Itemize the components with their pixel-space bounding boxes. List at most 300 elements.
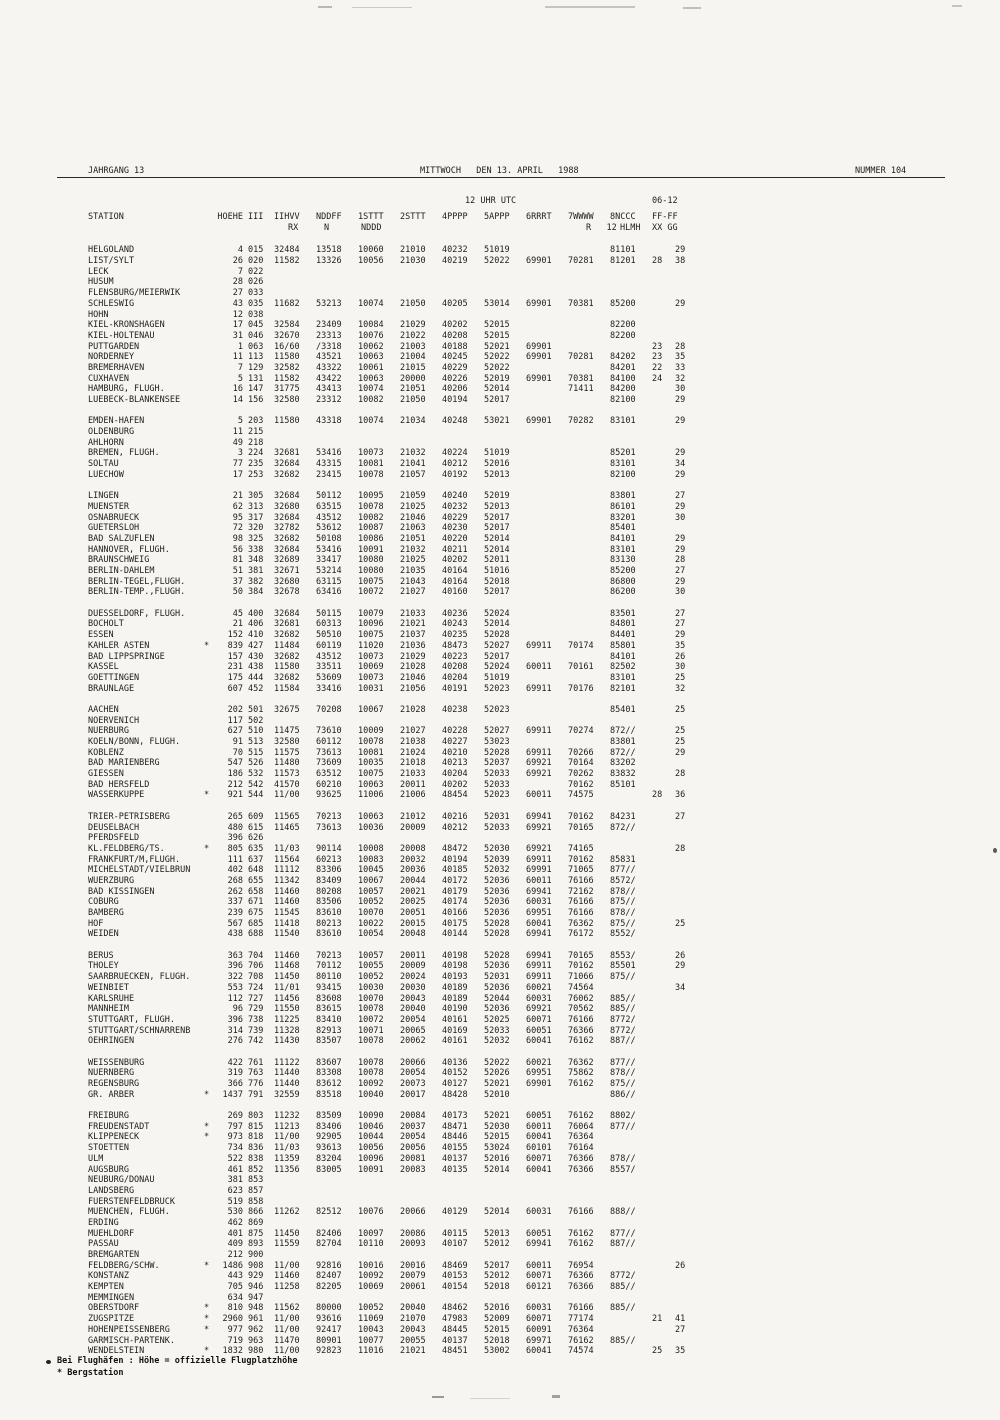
cell-r6 bbox=[526, 267, 568, 278]
cell-r6 bbox=[526, 448, 568, 459]
cell-w7 bbox=[568, 1175, 610, 1186]
cell-gg bbox=[675, 1197, 699, 1208]
cell-t1: 10055 bbox=[358, 961, 384, 972]
cell-n8: 83101 bbox=[610, 416, 636, 427]
table-row bbox=[88, 823, 699, 834]
cell-p4: 40223 bbox=[442, 651, 468, 662]
cell-iihvv: 11122 bbox=[274, 1057, 300, 1068]
cell-iihvv: 32670 bbox=[274, 330, 300, 341]
cell-r6: 69911 bbox=[526, 961, 552, 972]
cell-a5: 52027 bbox=[484, 726, 510, 737]
cell-ff bbox=[652, 865, 675, 876]
header2-rx: RX bbox=[288, 222, 299, 233]
cell-hoehe: 461 bbox=[227, 1164, 243, 1175]
cell-t2: 20083 bbox=[400, 1164, 426, 1175]
table-row bbox=[88, 256, 699, 267]
cell-t1: 10095 bbox=[358, 491, 384, 502]
header-8nccc: 8NCCC bbox=[610, 212, 636, 222]
cell-iihvv: 11/00 bbox=[274, 1314, 300, 1325]
cell-p4 bbox=[442, 267, 484, 278]
cell-nddff: 43521 bbox=[316, 352, 342, 363]
table-row bbox=[88, 630, 699, 641]
cell-r6 bbox=[526, 502, 568, 513]
cell-ff bbox=[652, 1175, 675, 1186]
header2-blank bbox=[400, 223, 442, 234]
cell-gg: 30 bbox=[675, 512, 686, 523]
cell-gg bbox=[675, 716, 699, 727]
cell-w7 bbox=[568, 245, 610, 256]
cell-r6: 60071 bbox=[526, 1153, 552, 1164]
cell-t1: 10082 bbox=[358, 512, 384, 523]
cell-station: KAHLER ASTEN bbox=[88, 640, 150, 651]
cell-r6: 60101 bbox=[526, 1143, 552, 1154]
cell-t1: 10060 bbox=[358, 245, 384, 256]
cell-ff: 23 bbox=[652, 341, 663, 352]
cell-hoehe: 21 bbox=[232, 619, 243, 630]
cell-marker bbox=[204, 555, 216, 566]
cell-t1: 10078 bbox=[358, 1068, 384, 1079]
cell-t1: 10061 bbox=[358, 362, 384, 373]
cell-t2: 20021 bbox=[400, 886, 426, 897]
table-row bbox=[88, 1250, 699, 1261]
header-2sttt: 2STTT bbox=[400, 212, 426, 222]
cell-t1: 10063 bbox=[358, 373, 384, 384]
cell-w7: 70162 bbox=[568, 779, 594, 790]
cell-p4: 40166 bbox=[442, 908, 468, 918]
cell-station: CUXHAVEN bbox=[88, 373, 129, 384]
cell-a5: 52028 bbox=[484, 929, 510, 940]
cell-p4: 40190 bbox=[442, 1004, 468, 1015]
cell-nddff: 73613 bbox=[316, 747, 342, 758]
cell-nddff: 92816 bbox=[316, 1260, 342, 1271]
cell-r6 bbox=[526, 619, 568, 630]
cell-ff: 23 bbox=[652, 352, 663, 363]
header-4pppp: 4PPPP bbox=[442, 212, 468, 222]
cell-marker bbox=[204, 523, 216, 534]
cell-marker bbox=[204, 951, 216, 962]
cell-n8 bbox=[610, 1314, 652, 1325]
cell-w7 bbox=[568, 555, 610, 566]
cell-t2: 20015 bbox=[400, 918, 426, 929]
scan-artifact bbox=[432, 1396, 444, 1398]
header2-blank bbox=[526, 223, 568, 234]
cell-t1 bbox=[358, 438, 400, 449]
cell-ff bbox=[652, 726, 675, 737]
cell-a5: 52036 bbox=[484, 908, 510, 918]
cell-nddff: 43318 bbox=[316, 416, 342, 427]
cell-hoehe: 202 bbox=[227, 704, 243, 715]
cell-w7: 76364 bbox=[568, 1324, 594, 1335]
cell-t1: 10074 bbox=[358, 298, 384, 309]
header2-blank bbox=[484, 223, 526, 234]
cell-ff bbox=[652, 1229, 675, 1240]
cell-iihvv: 31775 bbox=[274, 384, 300, 395]
cell-w7: 77174 bbox=[568, 1314, 594, 1325]
cell-ff bbox=[652, 1186, 675, 1197]
cell-t1: 10078 bbox=[358, 1004, 384, 1015]
cell-t2 bbox=[400, 438, 442, 449]
cell-a5: 52018 bbox=[484, 1282, 510, 1293]
cell-iihvv: 11450 bbox=[274, 1228, 300, 1239]
cell-nddff: 63515 bbox=[316, 501, 342, 512]
cell-t2 bbox=[400, 1186, 442, 1197]
cell-a5: 52028 bbox=[484, 630, 510, 641]
cell-nddff: 50108 bbox=[316, 533, 342, 544]
cell-iii: 900 bbox=[248, 1250, 264, 1260]
cell-t1: 10076 bbox=[358, 1207, 384, 1218]
cell-w7: 76366 bbox=[568, 1271, 594, 1282]
cell-r6: 60011 bbox=[526, 1260, 552, 1271]
cell-hoehe: 21 bbox=[232, 491, 243, 502]
cell-t2: 21025 bbox=[400, 501, 426, 512]
cell-gg: 25 bbox=[675, 704, 686, 715]
cell-p4: 48473 bbox=[442, 640, 468, 651]
cell-nddff: 53609 bbox=[316, 672, 342, 683]
cell-p4: 40243 bbox=[442, 619, 468, 630]
cell-r6: 60021 bbox=[526, 982, 552, 993]
cell-marker bbox=[204, 769, 216, 780]
cell-nddff: 93415 bbox=[316, 982, 342, 993]
cell-iii: 858 bbox=[248, 1196, 264, 1207]
cell-n8: 86800 bbox=[610, 576, 636, 587]
cell-t2: 20055 bbox=[400, 1335, 426, 1346]
cell-n8: 878// bbox=[610, 886, 636, 897]
table-row bbox=[88, 513, 699, 524]
cell-iii: 853 bbox=[248, 1175, 264, 1186]
cell-iihvv: 11480 bbox=[274, 758, 300, 769]
cell-t1 bbox=[358, 716, 400, 727]
cell-p4 bbox=[442, 1293, 484, 1304]
cell-n8: 84231 bbox=[610, 811, 636, 822]
cell-iii: 502 bbox=[248, 715, 264, 726]
cell-gg bbox=[675, 1132, 699, 1143]
cell-a5: 53024 bbox=[484, 1143, 510, 1154]
cell-n8: 85401 bbox=[610, 704, 636, 715]
cell-nddff: 83612 bbox=[316, 1079, 342, 1089]
cell-n8 bbox=[610, 342, 652, 353]
cell-n8: 82200 bbox=[610, 320, 636, 331]
cell-t2: 21035 bbox=[400, 566, 426, 576]
cell-t1: 10092 bbox=[358, 1271, 384, 1282]
cell-a5 bbox=[484, 267, 526, 278]
cell-t1 bbox=[358, 1218, 400, 1229]
cell-gg: 34 bbox=[675, 982, 686, 993]
table-row bbox=[88, 1336, 699, 1347]
cell-p4: 40236 bbox=[442, 608, 468, 619]
cell-iii: 685 bbox=[248, 918, 264, 929]
cell-n8: 885// bbox=[610, 1004, 636, 1015]
cell-a5: 52016 bbox=[484, 1303, 510, 1314]
cell-t2: 21022 bbox=[400, 330, 426, 341]
table-row bbox=[88, 929, 699, 940]
cell-r6 bbox=[526, 363, 568, 374]
cell-nddff: 92417 bbox=[316, 1324, 342, 1335]
cell-n8 bbox=[610, 1325, 652, 1336]
cell-gg: 29 bbox=[675, 395, 686, 405]
cell-ff: 25 bbox=[652, 1346, 663, 1357]
cell-n8: 877// bbox=[610, 865, 636, 876]
cell-t1 bbox=[358, 267, 400, 278]
cell-iii: 648 bbox=[248, 865, 264, 876]
cell-w7: 76162 bbox=[568, 1079, 594, 1089]
cell-t2: 20084 bbox=[400, 1111, 426, 1122]
cell-t2: 21034 bbox=[400, 416, 426, 427]
cell-station: BAD MARIENBERG bbox=[88, 758, 160, 769]
cell-p4: 40137 bbox=[442, 1153, 468, 1164]
cell-a5: 52017 bbox=[484, 651, 510, 662]
cell-station: BERLIN-TEMP.,FLUGH. bbox=[88, 587, 186, 598]
cell-r6: 60071 bbox=[526, 1314, 552, 1325]
cell-nddff: 83615 bbox=[316, 1004, 342, 1015]
table-row bbox=[88, 1004, 699, 1015]
cell-iii: 444 bbox=[248, 672, 264, 683]
cell-iihvv: 32682 bbox=[274, 533, 300, 544]
cell-a5 bbox=[484, 1293, 526, 1304]
cell-gg bbox=[675, 865, 699, 876]
scan-artifact bbox=[683, 7, 701, 9]
cell-ff bbox=[652, 288, 675, 299]
spacer-row bbox=[88, 406, 699, 417]
cell-marker bbox=[204, 737, 216, 748]
scan-artifact bbox=[993, 848, 997, 853]
cell-p4: 40189 bbox=[442, 993, 468, 1004]
cell-w7: 71065 bbox=[568, 865, 594, 876]
cell-t2: 21033 bbox=[400, 769, 426, 780]
cell-gg: 28 bbox=[675, 843, 686, 854]
cell-iii: 410 bbox=[248, 630, 264, 641]
cell-hoehe: 810 bbox=[227, 1303, 243, 1314]
cell-r6 bbox=[526, 737, 568, 748]
cell-w7 bbox=[568, 395, 610, 406]
cell-p4: 40161 bbox=[442, 1036, 468, 1047]
spacer-row bbox=[88, 801, 699, 812]
cell-t1: 10036 bbox=[358, 822, 384, 833]
cell-ff bbox=[652, 994, 675, 1005]
cell-nddff: 23415 bbox=[316, 469, 342, 480]
cell-station: LANDSBERG bbox=[88, 1185, 135, 1196]
cell-iihvv: 11460 bbox=[274, 1271, 300, 1282]
cell-ff bbox=[652, 277, 675, 288]
cell-marker bbox=[204, 780, 216, 791]
cell-marker bbox=[204, 1154, 216, 1165]
scan-artifact bbox=[952, 5, 962, 7]
table-row bbox=[88, 641, 699, 652]
cell-n8: 888// bbox=[610, 1207, 636, 1218]
cell-nddff bbox=[316, 1197, 358, 1208]
cell-w7 bbox=[568, 737, 610, 748]
cell-gg: 36 bbox=[675, 790, 686, 801]
header2-hlmh: HLMH bbox=[620, 222, 641, 233]
cell-t1: 10067 bbox=[358, 875, 384, 886]
cell-gg bbox=[675, 1293, 699, 1304]
cell-t1: 10046 bbox=[358, 1121, 384, 1132]
table-row bbox=[88, 1271, 699, 1282]
issue-date: MITTWOCH DEN 13. APRIL 1988 bbox=[420, 166, 579, 176]
cell-t2: 20044 bbox=[400, 875, 426, 886]
cell-station: AHLHORN bbox=[88, 437, 124, 448]
cell-iii: 400 bbox=[248, 608, 264, 619]
cell-marker bbox=[204, 587, 216, 598]
cell-r6: 69921 bbox=[526, 758, 552, 769]
table-row bbox=[88, 705, 699, 716]
cell-station: GUETERSLOH bbox=[88, 523, 140, 534]
cell-iihvv: 32580 bbox=[274, 395, 300, 405]
cell-ff bbox=[652, 1250, 675, 1261]
cell-w7: 74165 bbox=[568, 843, 594, 854]
cell-gg bbox=[675, 876, 699, 887]
header2-blank bbox=[88, 223, 204, 234]
cell-iihvv: 11550 bbox=[274, 1004, 300, 1015]
cell-iii: 791 bbox=[248, 1089, 264, 1100]
cell-t2: 21041 bbox=[400, 459, 426, 470]
table-row bbox=[88, 1132, 699, 1143]
table-row bbox=[88, 555, 699, 566]
cell-w7: 70174 bbox=[568, 640, 594, 651]
cell-marker bbox=[204, 908, 216, 919]
cell-w7: 75862 bbox=[568, 1068, 594, 1079]
cell-t1: 10052 bbox=[358, 972, 384, 983]
cell-r6 bbox=[526, 523, 568, 534]
cell-p4: 40202 bbox=[442, 555, 468, 566]
cell-hoehe: 45 bbox=[232, 608, 243, 619]
cell-t2: 21043 bbox=[400, 576, 426, 587]
header-marker bbox=[204, 212, 216, 223]
cell-r6: 60121 bbox=[526, 1282, 552, 1293]
header-iii: III bbox=[248, 212, 264, 222]
cell-hoehe: 921 bbox=[227, 790, 243, 801]
cell-iihvv: 11580 bbox=[274, 416, 300, 427]
cell-p4: 40204 bbox=[442, 672, 468, 683]
cell-ff bbox=[652, 1303, 675, 1314]
cell-w7 bbox=[568, 566, 610, 577]
cell-hoehe: 11 bbox=[232, 352, 243, 363]
cell-iihvv: 32675 bbox=[274, 704, 300, 715]
cell-gg bbox=[675, 1058, 699, 1069]
cell-w7: 70164 bbox=[568, 758, 594, 769]
cell-t2: 20000 bbox=[400, 373, 426, 384]
cell-iihvv: 11470 bbox=[274, 1335, 300, 1346]
table-row bbox=[88, 1207, 699, 1218]
cell-n8: 85200 bbox=[610, 298, 636, 309]
cell-t2: 20079 bbox=[400, 1271, 426, 1282]
cell-nddff: 83507 bbox=[316, 1036, 342, 1047]
cell-gg bbox=[675, 780, 699, 791]
cell-n8: 83801 bbox=[610, 737, 636, 747]
cell-t1: 11016 bbox=[358, 1346, 384, 1357]
cell-r6: 69911 bbox=[526, 726, 552, 737]
cell-iihvv: 11582 bbox=[274, 373, 300, 384]
cell-station: KOELN/BONN, FLUGH. bbox=[88, 737, 181, 747]
cell-nddff: 53214 bbox=[316, 566, 342, 576]
cell-n8: 887// bbox=[610, 1036, 636, 1047]
cell-marker bbox=[204, 288, 216, 299]
header-gap bbox=[88, 233, 699, 245]
cell-w7: 72162 bbox=[568, 886, 594, 897]
cell-a5: 52016 bbox=[484, 1153, 510, 1164]
cell-w7: 76954 bbox=[568, 1260, 594, 1271]
table-row bbox=[88, 1314, 699, 1325]
cell-t1: 10016 bbox=[358, 1260, 384, 1271]
table-row bbox=[88, 887, 699, 898]
cell-t2: 20073 bbox=[400, 1079, 426, 1089]
cell-iii: 818 bbox=[248, 1132, 264, 1143]
cell-station: FREUDENSTADT bbox=[88, 1121, 150, 1132]
cell-iihvv: 11545 bbox=[274, 908, 300, 918]
cell-p4: 40191 bbox=[442, 683, 468, 694]
cell-n8: 84101 bbox=[610, 533, 636, 544]
cell-r6: 60031 bbox=[526, 1207, 552, 1218]
cell-station: WUERZBURG bbox=[88, 875, 135, 886]
cell-hoehe: 231 bbox=[227, 662, 243, 673]
footer-note-airports: Bei Flughäfen : Höhe = offizielle Flugplatzhöhe bbox=[57, 1356, 298, 1366]
cell-marker bbox=[204, 491, 216, 502]
cell-n8: 83130 bbox=[610, 555, 636, 566]
cell-p4: 40193 bbox=[442, 972, 468, 983]
cell-ff bbox=[652, 919, 675, 930]
cell-a5 bbox=[484, 288, 526, 299]
table-row bbox=[88, 342, 699, 353]
cell-w7: 74574 bbox=[568, 1346, 594, 1357]
cell-ff bbox=[652, 577, 675, 588]
cell-p4: 48446 bbox=[442, 1132, 468, 1143]
cell-station: FREIBURG bbox=[88, 1111, 129, 1122]
cell-gg: 29 bbox=[675, 298, 686, 309]
cell-station: BRAUNLAGE bbox=[88, 683, 135, 694]
cell-iihvv: 32680 bbox=[274, 576, 300, 587]
cell-iihvv: 32684 bbox=[274, 491, 300, 502]
cell-hoehe: 98 bbox=[232, 533, 243, 544]
cell-ff bbox=[652, 491, 675, 502]
cell-ff bbox=[652, 545, 675, 556]
cell-r6: 60011 bbox=[526, 875, 552, 886]
cell-iihvv: 32582 bbox=[274, 362, 300, 373]
cell-gg bbox=[675, 288, 699, 299]
cell-gg: 35 bbox=[675, 640, 686, 651]
cell-iii: 688 bbox=[248, 929, 264, 940]
cell-nddff: 82704 bbox=[316, 1239, 342, 1250]
cell-hoehe: 239 bbox=[227, 908, 243, 918]
cell-iihvv: 11575 bbox=[274, 747, 300, 758]
cell-marker bbox=[204, 1079, 216, 1090]
cell-station: BAD KISSINGEN bbox=[88, 886, 155, 897]
cell-p4: 40127 bbox=[442, 1079, 468, 1089]
table-row bbox=[88, 619, 699, 630]
cell-r6: 69911 bbox=[526, 683, 552, 694]
cell-t1 bbox=[358, 833, 400, 844]
cell-n8: 82101 bbox=[610, 683, 636, 694]
cell-iii: 635 bbox=[248, 843, 264, 854]
cell-t2: 20051 bbox=[400, 908, 426, 918]
cell-iihvv: 11225 bbox=[274, 1014, 300, 1025]
cell-n8 bbox=[610, 790, 652, 801]
cell-iihvv: 11456 bbox=[274, 993, 300, 1004]
cell-r6: 69911 bbox=[526, 640, 552, 651]
cell-n8: 8802/ bbox=[610, 1111, 636, 1122]
cell-nddff: 43413 bbox=[316, 384, 342, 395]
cell-w7 bbox=[568, 288, 610, 299]
cell-iii: 045 bbox=[248, 320, 264, 331]
cell-gg bbox=[675, 1250, 699, 1261]
cell-n8: 84801 bbox=[610, 619, 636, 630]
cell-iihvv: 32782 bbox=[274, 523, 300, 534]
cell-gg bbox=[675, 1218, 699, 1229]
cell-p4: 40208 bbox=[442, 330, 468, 341]
cell-nddff bbox=[316, 1186, 358, 1197]
cell-station: WEINBIET bbox=[88, 982, 129, 993]
cell-w7: 76162 bbox=[568, 1111, 594, 1122]
cell-gg bbox=[675, 277, 699, 288]
cell-r6: 69911 bbox=[526, 972, 552, 983]
